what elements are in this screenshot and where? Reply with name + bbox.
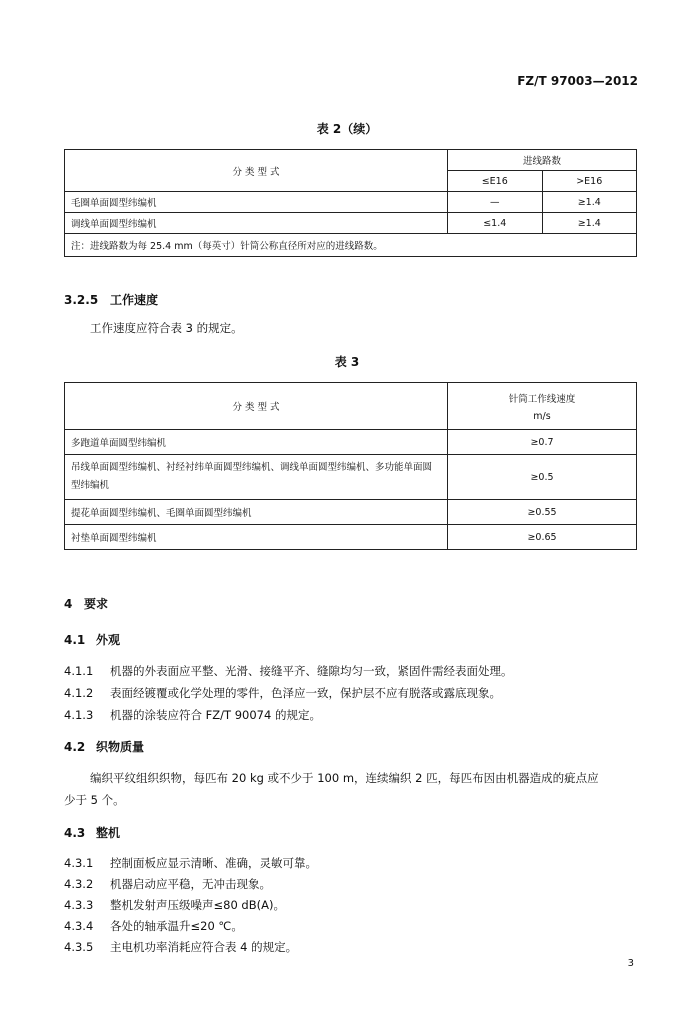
table3-header-type: 分 类 型 式 [65, 383, 448, 430]
document-id: FZ/T 97003—2012 [517, 74, 638, 88]
table2-cell-type: 调线单面圆型纬编机 [65, 213, 448, 234]
list-item [64, 876, 271, 892]
table3-cell-type: 衬垫单面圆型纬编机 [65, 525, 448, 550]
table2-caption: 表 2（续） [316, 122, 378, 136]
section-4-2-text-line1: 编织平纹组织织物，每匹布 20 kg 或不少于 100 m，连续编织 2 匹，每匹布因由机器造成的疵点应 [90, 771, 599, 785]
table2-cell-type: 毛圈单面圆型纬编机 [65, 192, 448, 213]
item-number: 4.1.3 [64, 708, 94, 722]
section-4-1-heading [64, 631, 120, 648]
item-text: 控制面板应显示清晰、准确，灵敏可靠。 [110, 856, 317, 870]
item-text: 机器的外表面应平整、光滑、接缝平齐、缝隙均匀一致，紧固件需经表面处理。 [110, 664, 513, 678]
table3-caption: 表 3 [334, 355, 360, 369]
table3 [64, 382, 637, 550]
table2 [64, 149, 637, 257]
table-row [65, 525, 637, 550]
section-title: 外观 [96, 633, 121, 647]
section-number: 4.3 [64, 826, 86, 840]
table-row [65, 500, 637, 525]
page-number: 3 [627, 958, 634, 969]
section-number: 4.2 [64, 740, 86, 754]
table2-header-b: >E16 [542, 171, 637, 192]
table2-cell-a: — [448, 192, 543, 213]
section-number: 4 [64, 597, 73, 611]
table2-header-group: 进线路数 [448, 150, 637, 171]
table-row [65, 213, 637, 234]
section-number: 3.2.5 [64, 293, 99, 307]
section-number: 4.1 [64, 633, 86, 647]
item-text: 整机发射声压级噪声≤80 dB(A)。 [110, 898, 285, 912]
section-title: 要求 [84, 597, 109, 611]
item-number: 4.3.5 [64, 940, 94, 954]
table-row [65, 430, 637, 455]
table3-header-speed-unit: m/s [533, 410, 551, 422]
section-4-heading [64, 595, 108, 612]
list-item [64, 707, 321, 723]
item-number: 4.3.1 [64, 856, 94, 870]
item-number: 4.3.3 [64, 898, 94, 912]
table2-cell-a: ≤1.4 [448, 213, 543, 234]
item-text: 机器的涂装应符合 FZ/T 90074 的规定。 [110, 708, 321, 722]
table3-cell-speed: ≥0.55 [448, 500, 637, 525]
section-title: 织物质量 [96, 740, 145, 754]
list-item [64, 663, 513, 679]
table2-header-a: ≤E16 [448, 171, 543, 192]
item-text: 表面经镀覆或化学处理的零件，色泽应一致，保护层不应有脱落或露底现象。 [110, 686, 501, 700]
list-item [64, 855, 317, 871]
table2-cell-b: ≥1.4 [542, 213, 637, 234]
item-text: 各处的轴承温升≤20 ℃。 [110, 919, 243, 933]
item-number: 4.1.2 [64, 686, 94, 700]
list-item [64, 939, 297, 955]
section-3-2-5-heading [64, 291, 158, 308]
item-number: 4.1.1 [64, 664, 94, 678]
table3-header-speed [448, 383, 637, 430]
list-item [64, 918, 243, 934]
table3-cell-type: 多跑道单面圆型纬编机 [65, 430, 448, 455]
table-row [65, 455, 637, 500]
list-item [64, 685, 501, 701]
table3-cell-speed: ≥0.65 [448, 525, 637, 550]
item-number: 4.3.4 [64, 919, 94, 933]
section-4-3-heading [64, 824, 120, 841]
section-4-2-heading [64, 738, 144, 755]
table2-cell-b: ≥1.4 [542, 192, 637, 213]
table3-cell-type: 提花单面圆型纬编机、毛圈单面圆型纬编机 [65, 500, 448, 525]
table3-cell-speed: ≥0.5 [448, 455, 637, 500]
table3-cell-type: 吊线单面圆型纬编机、衬经衬纬单面圆型纬编机、调线单面圆型纬编机、多功能单面圆型纬编机 [65, 455, 448, 500]
item-text: 主电机功率消耗应符合表 4 的规定。 [110, 940, 298, 954]
table3-cell-speed: ≥0.7 [448, 430, 637, 455]
section-title: 工作速度 [110, 293, 159, 307]
item-text: 机器启动应平稳，无冲击现象。 [110, 877, 271, 891]
item-number: 4.3.2 [64, 877, 94, 891]
list-item [64, 897, 285, 913]
section-3-2-5-text: 工作速度应符合表 3 的规定。 [90, 321, 243, 335]
table3-header-speed-label: 针筒工作线速度 [508, 393, 576, 405]
table-row [65, 192, 637, 213]
section-title: 整机 [96, 826, 121, 840]
table2-note: 注：进线路数为每 25.4 mm（每英寸）针筒公称直径所对应的进线路数。 [65, 234, 637, 257]
table2-header-type: 分 类 型 式 [65, 150, 448, 192]
section-4-2-text-line2: 少于 5 个。 [64, 793, 125, 807]
